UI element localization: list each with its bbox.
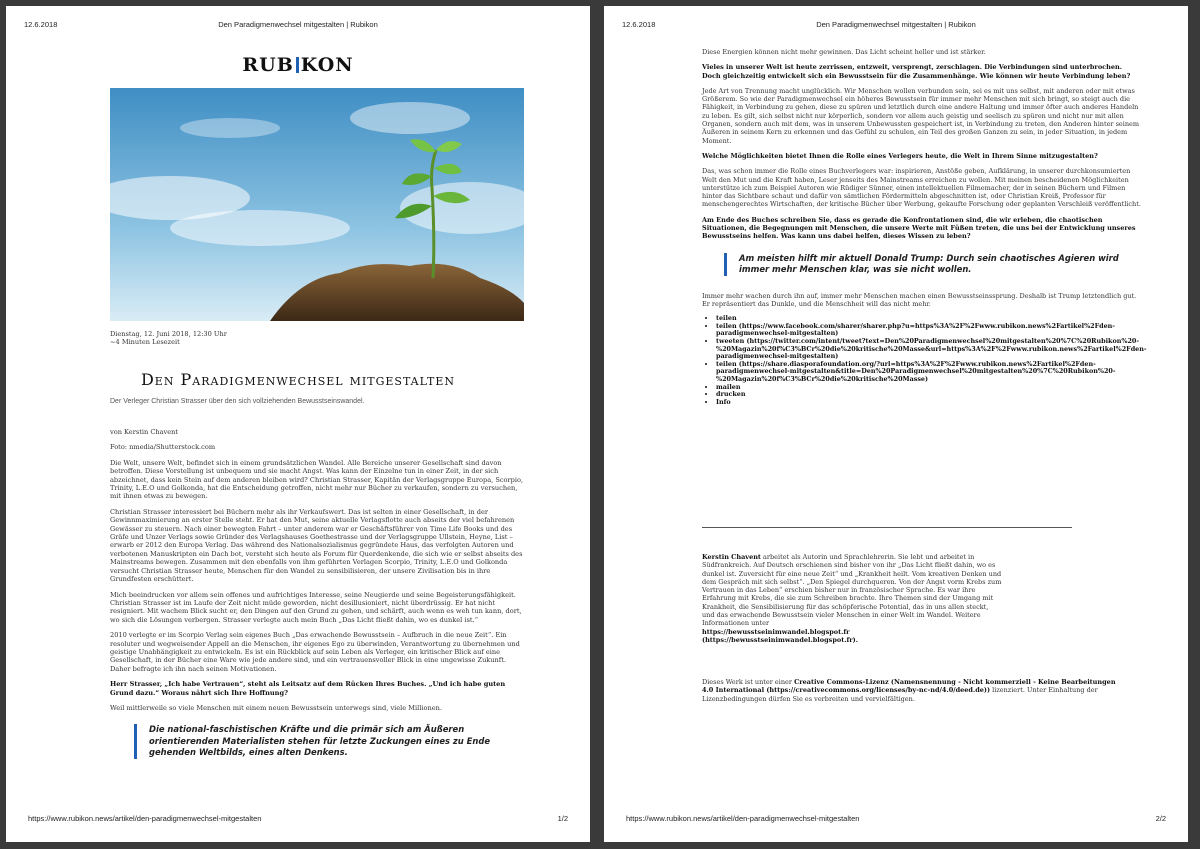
rubikon-logo[interactable] (6, 54, 590, 76)
article-date: Dienstag, 12. Juni 2018, 12:30 Uhr (110, 330, 227, 338)
facebook-share-link[interactable]: • teilen (https://www.facebook.com/sharer/sharer.php?u=https%3A%2F%2Fwww.rubikon.news%2Fartikel%2Fden-paradigmenwechsel-mitgestalten) (716, 323, 1142, 338)
twitter-share-link[interactable]: • tweeten (https://twitter.com/intent/tweet?text=Den%20Paradigmenwechsel%20mitgestalten%20%7C%20Rubikon%20-%20Magazin%20f%C3%BCr%20die%20kritische%20Masse&url=https%3A%2F%2Fwww.rubikon.news%2Fartikel%2Fden-paradigmenwechsel-mitgestalten) (716, 338, 1142, 361)
paragraph: Jede Art von Trennung macht unglücklich. Wir Menschen wollen verbunden sein, sei es mit uns selbst, mit anderen oder mit etwas Größerem. So wie der Paradigmenwechsel ein höheres Bewusstsein für immer mehr Menschen mit sich bringt, so steigt auch die Fähigkeit, in Verbindung zu gehen, diese zu spüren und letztlich durch eine andere Haltung und immer öfter auch anderes Handeln zu leben. Es gilt, sich selbst nicht nur körperlich, sondern vor allem auch geistig und seelisch zu spüren und nicht nur mit allen Organen, sondern auch mit dem, was in unserem Unbewussten gespeichert ist, in Verbindung zu treten, den Anderen hinter seinem Äußeren in seinem Kern zu erkennen und das Gefühl zu schulen, ein Teil des großen Ganzen zu sein, in jeder Situation, in jedem Moment. (702, 86, 1140, 145)
mail-link[interactable]: • mailen (716, 384, 1142, 392)
interview-question: Welche Möglichkeiten bietet Ihnen die Rolle eines Verlegers heute, die Welt in Ihrem Sinne mitzugestalten? (702, 151, 1098, 160)
bio-text: arbeitet als Autorin und Sprachlehrerin. Sie lebt und arbeitet in Südfrankreich. Auf Deutsch erschienen sind bisher von ihr „Das Licht fließt dahin, wo es dunkel ist. Zuversicht für eine neue Zeit“ und „Krankheit heilt. Vom kreativen Denken und dem Gespräch mit sich selbst“. „Den Spiegel durchqueren. Von der Angst vorm Krebs zum Vertrauen in das Leben“ erschien bisher nur in französischer Sprache. Es war ihre Erfahrung mit Krebs, die sie zum Schreiben brachte. Ihre Themen sind der Umgang mit Krankheit, die Sensibilisierung für das schöpferische Potential, das in uns allen steckt, und das erwachende Bewusstsein vieler Menschen in einer Welt im Wandel. Weitere Informationen unter (702, 553, 1002, 628)
pdf-page-2 (604, 6, 1188, 842)
paragraph: Die Welt, unsere Welt, befindet sich in einem grundsätzlichen Wandel. Alle Bereiche unserer Gesellschaft sind davon betroffen. Diese Vorstellung ist unbequem und sie macht Angst. Was kann der Einzelne tun in einer Zeit, in der sich abzeichnet, dass kein Stein auf dem anderen bleiben wird? Christian Strasser, Kapitän der Verlagsgruppe Europa, Scorpio, Trinity, L.E.O und Golkonda, hat die Entscheidung getroffen, nicht mehr nur Bücher zu verkaufen, sondern zu versuchen, mit ihnen etwas zu bewegen. (110, 458, 524, 501)
info-link[interactable]: • Info (716, 399, 1142, 407)
page-header (604, 20, 1188, 34)
logo-left: RUB (242, 54, 294, 76)
license-note: Dieses Werk ist unter einer Creative Commons-Lizenz (Namensnennung - Nicht kommerziell - Keine Bearbeitungen 4.0 International (https://creativecommons.org/licenses/by-nc-nd/4.0/deed.de)) lizenziert. Unter Einhaltung der Lizenzbedingungen dürfen Sie es verbreiten und vervielfältigen. (702, 678, 1116, 703)
paragraph: 2010 verlegte er im Scorpio Verlag sein eigenes Buch „Das erwachende Bewusstsein – Aufbruch in die neue Zeit“. Ein resoluter und wegweisender Appell an die Menschen, ihr eigenes Ego zu überwinden, Verantwortung zu übernehmen und geistige Unabhängigkeit zu entwickeln. Es ist ein Rückblick auf sein Leben als Verleger, ein kritischer Blick auf eine Gesellschaft, in der Bücher eine Ware wie jede andere sind, und ein vertrauensvoller Blick in eine ungewisse Zukunft. Daher befragte ich ihn nach seinen Motivationen. (110, 631, 520, 673)
page-footer (604, 814, 1188, 826)
paragraph: Diese Energien können nicht mehr gewinnen. Das Licht scheint heller und ist stärker. (702, 48, 986, 56)
article-title: Den Paradigmenwechsel mitgestalten (140, 370, 456, 389)
pull-quote: Die national-faschistischen Kräfte und die primär sich am Äußeren orientierenden Materialisten stehen für letzte Zuckungen eines zu Ende gehenden Weltbilds, eines alten Denkens. (134, 724, 526, 759)
pull-quote: Am meisten hilft mir aktuell Donald Trump: Durch sein chaotisches Agieren wird immer mehr Menschen klar, was sie nicht wollen. (724, 253, 1142, 276)
page-header (6, 20, 590, 34)
bio-name: Kerstin Chavent (702, 553, 761, 561)
hero-image-seedling (110, 88, 524, 321)
print-link[interactable]: • drucken (716, 391, 1142, 399)
paragraph: Christian Strasser interessiert bei Büchern mehr als ihr Verkaufswert. Das ist selten in einer Gesellschaft, in der Gewinnmaximierung an erster Stelle steht. Er hat den Mut, seine aktuelle Verlagsflotte auch abseits der viel befahrenen Gewässer zu steuern. Nach einer bewegten Fahrt – unter anderem war er Geschäftsführer von Time Life Books und des Gräfe und Unzer Verlags sowie Gründer des Verlagshauses Goethestrasse und der Verlagsgruppe Ullstein, Heyne, List – erwarb er 2012 den Europa Verlag. Das während des Nationalsozialismus gegründete Haus, das verfolgten Autoren und verbotenen Manuskripten ein Dach bot, versteht sich heute als Forum für Querdenkende, die sich wie er selbst abseits des Mainstreams bewegen. Zusammen mit den ebenfalls von ihm geführten Verlagen Scorpio, Trinity, L.E.O und Golkonda versucht Christian Strasser heute, Menschen für den Wandel zu sensibilisieren, der unsere Zivilisation bis in ihre Grundfesten erschüttert. (110, 507, 523, 584)
print-date: 12.6.2018 (622, 20, 656, 29)
diaspora-share-link[interactable]: • teilen (https://share.diasporafoundation.org/?url=https%3A%2F%2Fwww.rubikon.news%2Fartikel%2Fden-paradigmenwechsel-mitgestalten&title=Den%20Paradigmenwechsel%20mitgestalten%20%7C%20Rubikon%20-%20Magazin%20f%C3%BCr%20die%20kritische%20Masse) (716, 361, 1142, 384)
footer-url: https://www.rubikon.news/artikel/den-paradigmenwechsel-mitgestalten (626, 814, 860, 823)
print-title: Den Paradigmenwechsel mitgestalten | Rubikon (218, 20, 378, 29)
page-footer (6, 814, 590, 826)
footer-url: https://www.rubikon.news/artikel/den-paradigmenwechsel-mitgestalten (28, 814, 262, 823)
share-link[interactable]: • teilen (716, 315, 1142, 323)
divider (702, 527, 1072, 528)
bio-link[interactable]: https://bewusstseinimwandel.blogspot.fr (https://bewusstseinimwandel.blogspot.fr). (702, 627, 859, 644)
share-links (716, 314, 1147, 406)
article-subtitle: Der Verleger Christian Strasser über den sich vollziehenden Bewusstseinswandel. (110, 398, 365, 405)
logo-bar-icon (296, 57, 299, 73)
pdf-page-1 (6, 6, 590, 842)
paragraph: Das, was schon immer die Rolle eines Buchverlegers war: inspirieren, Anstöße geben, Aufklärung, in unserer durchkonsumierten Welt den Mut und die Kraft haben, Leser jenseits des Mainstreams erreichen zu wollen. Mit meinen bescheidenen Möglichkeiten unterstütze ich zum Beispiel Autoren wie Rüdiger Sünner, einen intellektuellen Filmemacher, der in seinen Büchern und Filmen hinter das Sichtbare schaut und dafür von sämtlichen Fördermitteln abgeschnitten ist, oder Christian Kreiß, Professor für menschengerechtes Wirtschaften, der kritische Bücher über Werbung, gekaufte Forschung oder geplanten Verschleiß veröffentlicht. (702, 167, 1141, 209)
interview-question: Vieles in unserer Welt ist heute zerrissen, entzweit, versprengt, zerschlagen. Die Verbindungen sind unterbrochen. Doch gleichzeitig entwickelt sich ein Bewusstsein für die Zusammenhänge. Wie können wir heute Verbindung leben? (702, 63, 1131, 80)
article-body-page1 (110, 428, 526, 759)
author-line: von Kerstin Chavent (110, 428, 179, 436)
page-number: 1/2 (557, 814, 568, 823)
print-title: Den Paradigmenwechsel mitgestalten | Rubikon (816, 20, 976, 29)
article-meta (110, 330, 526, 347)
paragraph: Immer mehr wachen durch ihn auf, immer mehr Menschen machen einen Bewusstseinssprung. Deshalb ist Trump letztendlich gut. Er repräsentiert das Dunkle, und die Menschheit will das nicht mehr. (702, 291, 1137, 308)
article-body-page2 (702, 48, 1147, 406)
print-date: 12.6.2018 (24, 20, 58, 29)
interview-question: Am Ende des Buches schreiben Sie, dass es gerade die Konfrontationen sind, die wir erleben, die chaotischen Situationen, die Begegnungen mit Menschen, die unsere Werte mit Füßen treten, die uns bei der Entwicklung unseres Bewusstseins helfen. Was kann uns dabei helfen, dieses Wissen zu leben? (702, 215, 1136, 241)
license-link[interactable]: Creative Commons-Lizenz (Namensnennung - Nicht kommerziell - Keine Bearbeitungen 4.0 International (https://creativecommons.org/licenses/by-nc-nd/4.0/deed.de)) (702, 678, 1116, 695)
interview-question: Herr Strasser, „Ich habe Vertrauen“, steht als Leitsatz auf dem Rücken Ihres Buches. „Und ich habe guten Grund dazu.“ Woraus nährt sich Ihre Hoffnung? (110, 680, 506, 697)
paragraph: Weil mittlerweile so viele Menschen mit einem neuen Bewusstsein unterwegs sind, viele Millionen. (110, 703, 442, 712)
author-bio (702, 553, 1002, 651)
paragraph: Mich beeindrucken vor allem sein offenes und aufrichtiges Interesse, seine Neugierde und seine Begeisterungsfähigkeit. Christian Strasser ist im Laufe der Zeit nicht müde geworden, nicht desillusioniert, nicht überdrüssig. Er hat nicht resigniert. Mit wachem Blick sucht er, den Dingen auf den Grund zu gehen, und schärft, auch wenn es weh tun kann, dort, wo sich die Lösungen verbergen. Strasser verlegte auch mein Buch „Das Licht fließt dahin, wo es dunkel ist.“ (110, 590, 522, 624)
logo-right: KON (300, 54, 354, 76)
reading-time: ~4 Minuten Lesezeit (110, 338, 180, 347)
photo-credit: Foto: nmedia/Shutterstock.com (110, 443, 216, 452)
page-number: 2/2 (1155, 814, 1166, 823)
